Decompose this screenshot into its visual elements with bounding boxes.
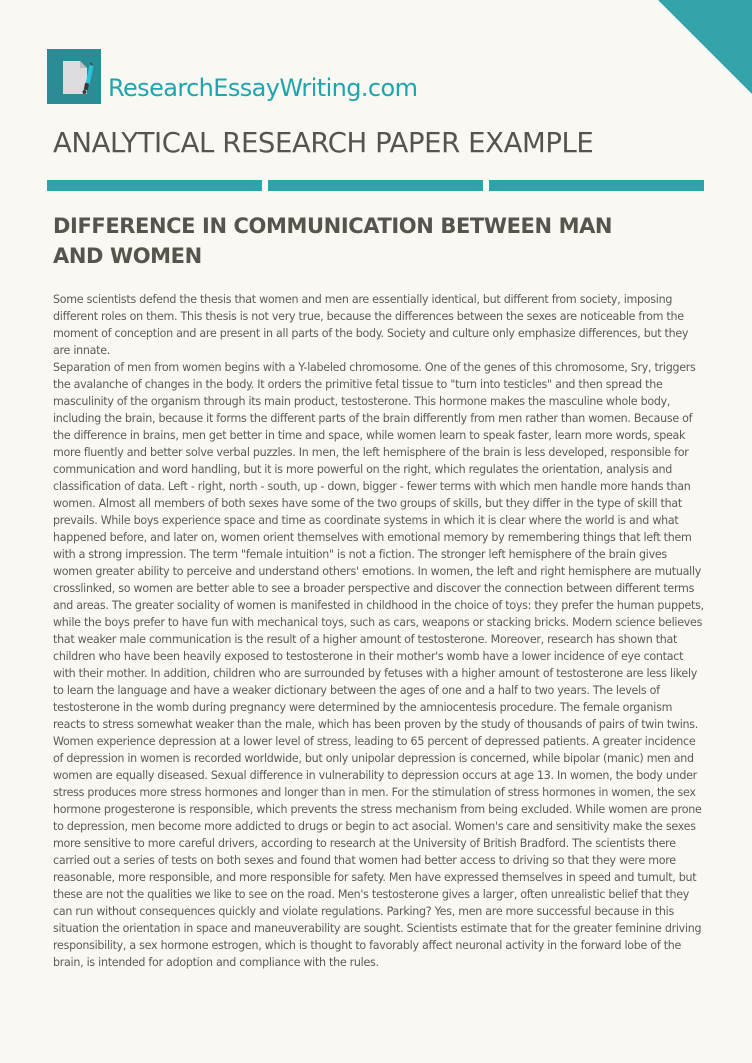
page-title: ANALYTICAL RESEARCH PAPER EXAMPLE: [53, 127, 594, 159]
document-pen-icon: [47, 49, 101, 104]
site-name: ResearchEssayWriting.com: [108, 73, 418, 102]
divider-segment: [47, 180, 262, 191]
article-body: [53, 291, 705, 971]
paragraph: Some scientists defend the thesis that women and men are essentially identical, but different from society, imposing different roles on them. This thesis is not very true, because the differences between the sexes are noticeable from the moment of conception and are present in all parts of the body. Society and culture only emphasize differences, but they are innate.: [53, 293, 689, 357]
paragraph: Separation of men from women begins with a Y-labeled chromosome. One of the genes of this chromosome, Sry, triggers the avalanche of changes in the body. It orders the primitive fetal tissue to "turn into testicles" and then spread the masculinity of the organism through its main product, testosterone. This hormone makes the masculine whole body, including the brain, because it forms the different parts of the brain differently from men rather than women. Because of the difference in brains, men get better in time and space, while women learn to speak faster, learn more words, speak more fluently and better solve verbal puzzles. In men, the left hemisphere of the brain is less developed, responsible for communication and word handling, but it is more powerful on the right, which regulates the orientation, analysis and classification of data. Left - right, north - south, up - down, bigger - fewer terms with which men handle more hands than women. Almost all members of both sexes have some of the two groups of skills, but they differ in the type of skill that prevails. While boys experience space and time as coordinate systems in which it is clear where the world is and what happened before, and later on, women orient themselves with emotional memory by remembering things that left them with a strong impression. The term "female intuition" is not a fiction. The stronger left hemisphere of the brain gives women greater ability to perceive and understand others' emotions. In women, the left and right hemisphere are mutually crosslinked, so women are better able to see a broader perspective and discover the connection between different terms and areas. The greater sociality of women is manifested in childhood in the choice of toys: they prefer the human puppets, while the boys prefer to have fun with mechanical toys, such as cars, weapons or stacking bricks. Modern science believes that weaker male communication is the result of a higher amount of testosterone. Moreover, research has shown that children who have been heavily exposed to testosterone in their mother's womb have a lower incidence of eye contact with their mother. In addition, children who are surrounded by fetuses with a higher amount of testosterone are less likely to learn the language and have a weaker dictionary between the ages of one and a half to two years. The levels of testosterone in the womb during pregnancy were determined by the amniocentesis procedure. The female organism reacts to stress somewhat weaker than the male, which has been proven by the study of thousands of pairs of twin twins. Women experience depression at a lower level of stress, leading to 65 percent of depressed patients. A greater incidence of depression in women is recorded worldwide, but only unipolar depression is concerned, while bipolar (manic) men and women are equally diseased. Sexual difference in vulnerability to depression occurs at age 13. In women, the body under stress produces more stress hormones and longer than in men. For the stimulation of stress hormones in women, the sex hormone progesterone is responsible, which prevents the stress mechanism from being excluded. While women are prone to depression, men become more addicted to drugs or begin to act asocial. Women's care and sensitivity make the sexes more sensitive to more careful drivers, according to research at the University of British Bradford. The scientists there carried out a series of tests on both sexes and found that women had better access to driving so that they were more reasonable, more responsible, and more responsible for safety. Men have expressed themselves in speed and tumult, but these are not the qualities we like to see on the road. Men's testosterone gives a larger, often unrealistic belief that they can run without consequences quickly and violate regulations. Parking? Yes, men are more successful because in this situation the orientation in space and maneuverability are sought. Scientists estimate that for the greater feminine driving responsibility, a sex hormone estrogen, which is thought to favorably affect neuronal activity in the forward lobe of the brain, is intended for adoption and compliance with the rules.: [53, 361, 704, 969]
divider-segment: [268, 180, 483, 191]
section-divider: [47, 180, 704, 191]
corner-decoration: [658, 0, 752, 94]
article-title: DIFFERENCE IN COMMUNICATION BETWEEN MAN AND WOMEN: [53, 214, 613, 268]
divider-segment: [489, 180, 704, 191]
site-logo[interactable]: [47, 49, 417, 104]
